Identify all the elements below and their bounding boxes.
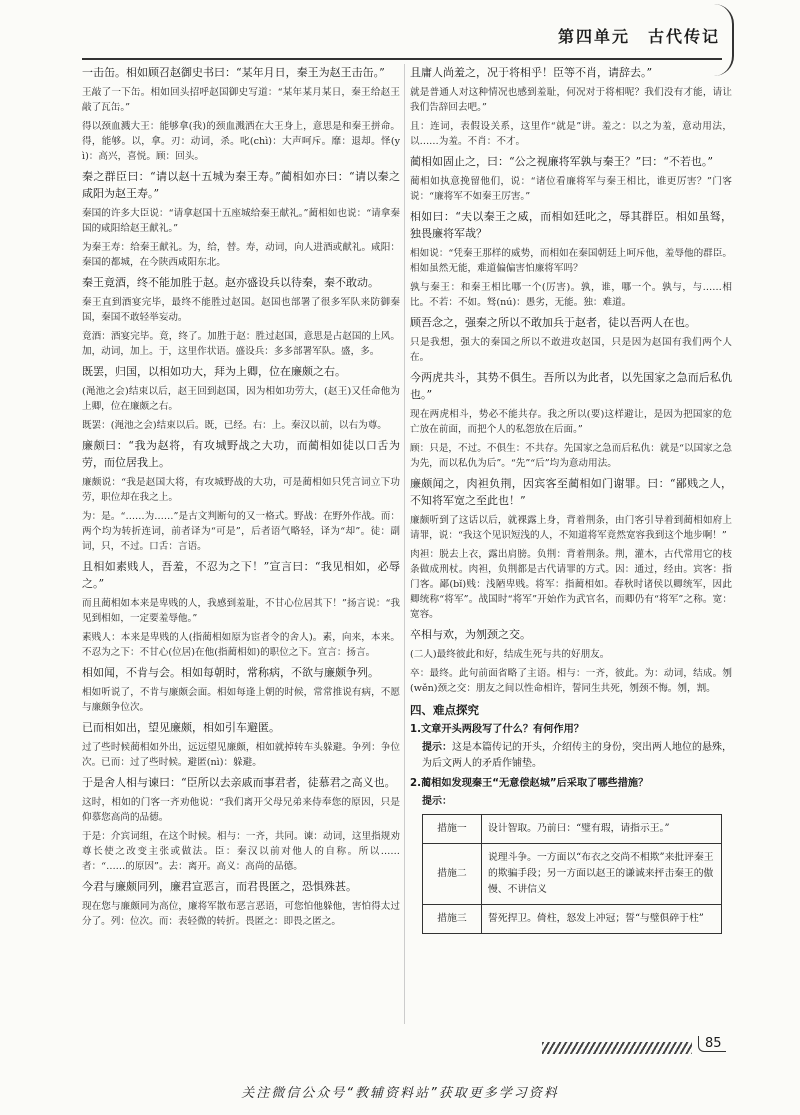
annotation-paragraph: 为秦王寿：给秦王献礼。为，给，替。寿，动词，向人进酒或献礼。咸阳：秦国的都城，在今陕西咸阳东北。 — [82, 242, 400, 268]
table-row — [423, 905, 722, 934]
annotation-paragraph: 蔺相如执意挽留他们，说：“诸位看廉将军与秦王相比，谁更厉害？”门客说：“廉将军不如秦王厉害。” — [410, 176, 732, 202]
annotation-paragraph: 于是：介宾词组，在这个时候。相与：一齐，共同。谏：动词，这里指规劝尊长使之改变主张或做法。臣：秦汉以前对他人的自称。所以……者：“……的原因”。去：离开。高义：高尚的品德。 — [82, 831, 400, 872]
source-text-paragraph: 且相如素贱人，吾羞，不忍为之下！”宣言曰：“我见相如，必辱之。” — [82, 560, 400, 590]
annotation-paragraph: 廉颇听到了这话以后，就裸露上身，背着荆条，由门客引导着到蔺相如府上请罪，说：“我这个见识短浅的人，不知道将军竟然宽容我到这个地步啊！” — [410, 515, 732, 541]
annotation-paragraph: 肉袒：脱去上衣，露出肩膀。负荆：背着荆条。荆，灌木，古代常用它的枝条做成刑杖。肉袒，负荆都是古代请罪的方式。因：通过，经由。宾客：指门客。鄙(bǐ)贱：浅陋卑贱。将军：指蔺相如。春秋时诸侯以卿统军，因此卿统称“将军”。战国时“将军”开始作为武官名，而卿仍有“将军”之称。宽：宽容。 — [410, 549, 732, 620]
annotation-paragraph: 且：连词，表假设关系，这里作“就是”讲。羞之：以之为羞，意动用法，以……为羞。不肖：不才。 — [410, 121, 732, 147]
question-1-answer — [422, 740, 732, 772]
measure-content: 说理斗争。一方面以“布衣之交尚不相欺”来批评秦王的欺骗手段；另一方面以赵王的谦诚来抨击秦王的傲慢、不讲信义 — [482, 844, 722, 905]
source-text-paragraph: 秦之群臣曰：“请以赵十五城为秦王寿。”蔺相如亦曰：“请以秦之咸阳为赵王寿。” — [82, 170, 400, 200]
annotation-paragraph: 王敲了一下缶。相如回头招呼赵国御史写道：“某年某月某日，秦王给赵王敲了瓦缶。” — [82, 87, 400, 113]
question-1-title: 1.文章开头两段写了什么？有何作用？ — [410, 724, 584, 735]
right-column — [410, 64, 732, 934]
annotation-paragraph: 而且蔺相如本来是卑贱的人，我感到羞耻，不甘心位居其下！”扬言说：“我见到相如，一定要羞辱他。” — [82, 598, 400, 624]
source-text-paragraph: 秦王竟酒，终不能加胜于赵。赵亦盛设兵以待秦，秦不敢动。 — [82, 276, 379, 289]
measure-label: 措施二 — [423, 844, 482, 905]
measure-content: 誓死捍卫。倚柱，怒发上冲冠；誓“与璧俱碎于柱” — [482, 905, 722, 934]
hint-label: 提示： — [422, 742, 452, 753]
annotation-paragraph: 只是我想，强大的秦国之所以不敢进攻赵国，只是因为赵国有我们两个人在。 — [410, 337, 732, 363]
footer-note: 关注微信公众号“教辅资料站”获取更多学习资料 — [241, 1086, 559, 1101]
table-row — [423, 844, 722, 905]
annotation-paragraph: 现在您与廉颇同为高位，廉将军散布恶言恶语，可您怕他躲他，害怕得太过分了。列：位次。而：表轻微的转折。畏匿之：即畏之匿之。 — [82, 901, 400, 927]
annotation-paragraph: 孰与秦王：和秦王相比哪一个(厉害)。孰，谁，哪一个。孰与，与……相比。不若：不如。驽(nú)：愚劣，无能。独：难道。 — [410, 282, 732, 308]
annotation-paragraph: 就是普通人对这种情况也感到羞耻，何况对于将相呢？我们没有才能，请让我们告辞回去吧。” — [410, 87, 732, 113]
source-text-paragraph: 既罢，归国，以相如功大，拜为上卿，位在廉颇之右。 — [82, 365, 346, 378]
annotation-paragraph: 现在两虎相斗，势必不能共存。我之所以(要)这样避让，是因为把国家的危亡放在前面，而把个人的私怨放在后面。” — [410, 409, 732, 435]
right-column-text — [410, 64, 732, 696]
annotation-paragraph: 秦国的许多大臣说：“请拿赵国十五座城给秦王献礼。”蔺相如也说：“请拿秦国的咸阳给赵王献礼。” — [82, 208, 400, 234]
annotation-paragraph: 得以颈血溅大王：能够拿(我)的颈血溅洒在大王身上，意思是和秦王拼命。得，能够。以，拿。刃：动词，杀。叱(chì)：大声呵斥。靡：退却。怿(yì)：高兴，喜悦。顾：回头。 — [82, 121, 400, 162]
annotation-paragraph: 秦王直到酒宴完毕，最终不能胜过赵国。赵国也部署了很多军队来防御秦国，秦国不敢轻举妄动。 — [82, 297, 400, 323]
unit-topic: 古代传记 — [647, 27, 720, 46]
page-number: 85 — [698, 1036, 726, 1052]
question-2-title: 2.蔺相如发现秦王“无意偿赵城”后采取了哪些措施？ — [410, 778, 649, 789]
annotation-paragraph: (渑池之会)结束以后，赵王回到赵国，因为相如功劳大，(赵王)又任命他为上卿，位在廉颇之右。 — [82, 386, 400, 412]
source-text-paragraph: 今君与廉颇同列，廉君宣恶言，而君畏匿之，恐惧殊甚。 — [82, 880, 357, 893]
source-text-paragraph: 于是舍人相与谏曰：“臣所以去亲戚而事君者，徒慕君之高义也。 — [82, 776, 396, 789]
measure-content: 设计智取。乃前曰：“璧有瑕，请指示王。” — [482, 815, 722, 844]
hint-label: 提示： — [422, 796, 452, 807]
source-text-paragraph: 今两虎共斗，其势不俱生。吾所以为此者，以先国家之急而后私仇也。” — [410, 371, 732, 401]
source-text-paragraph: 顾吾念之，强秦之所以不敢加兵于赵者，徒以吾两人在也。 — [410, 316, 696, 329]
annotation-paragraph: 素贱人：本来是卑贱的人(指蔺相如原为宦者令的舍人)。素，向来，本来。不忍为之下：不甘心(位居)在他(指蔺相如)的职位之下。宣言：扬言。 — [82, 632, 400, 658]
annotation-paragraph: 为：是。“……为……”是古文判断句的又一格式。野战：在野外作战。而：两个均为转折连词，前者译为“可是”，后者语气略轻，译为“却”。徒：副词，只，不过。口舌：言语。 — [82, 511, 400, 552]
annotation-paragraph: 廉颇说：“我是赵国大将，有攻城野战的大功，可是蔺相如只凭言词立下功劳，职位却在我之上。 — [82, 477, 400, 503]
annotation-paragraph: 这时，相如的门客一齐劝他说：“我们离开父母兄弟来侍奉您的原因，只是仰慕您高尚的品德。 — [82, 797, 400, 823]
unit-label: 第四单元 — [557, 27, 630, 46]
annotation-paragraph: (二人)最终彼此和好，结成生死与共的好朋友。 — [410, 649, 610, 660]
footer-hatch-bar — [542, 1042, 692, 1054]
source-text-paragraph: 廉颇曰：“我为赵将，有攻城野战之大功，而蔺相如徒以口舌为劳，而位居我上。 — [82, 439, 400, 469]
annotation-paragraph: 既罢：(渑池之会)结束以后。既，已经。右：上。秦汉以前，以右为尊。 — [82, 420, 387, 431]
unit-title — [558, 24, 720, 47]
annotation-paragraph: 顾：只是，不过。不俱生：不共存。先国家之急而后私仇：就是“以国家之急为先，而以私仇为后”。“先”“后”均为意动用法。 — [410, 443, 732, 469]
measure-label: 措施一 — [423, 815, 482, 844]
measures-table — [422, 814, 722, 934]
source-text-paragraph: 卒相与欢，为刎颈之交。 — [410, 628, 531, 641]
source-text-paragraph: 相如曰：“夫以秦王之威，而相如廷叱之，辱其群臣。相如虽驽，独畏廉将军哉？ — [410, 210, 732, 240]
source-text-paragraph: 且庸人尚羞之，况于将相乎！臣等不肖，请辞去。” — [410, 66, 653, 79]
column-divider — [404, 64, 405, 1024]
annotation-paragraph: 相如听说了，不肯与廉颇会面。相如每逢上朝的时候，常常推说有病，不愿与廉颇争位次。 — [82, 687, 400, 713]
question-1-answer-text: 这是本篇传记的开头，介绍传主的身份，突出两人地位的悬殊，为后文两人的矛盾作铺垫。 — [422, 742, 732, 769]
source-text-paragraph: 已而相如出，望见廉颇，相如引车避匿。 — [82, 721, 280, 734]
source-text-paragraph: 一击缶。相如顾召赵御史书曰：“某年月日，秦王为赵王击缶。” — [82, 66, 385, 79]
source-text-paragraph: 蔺相如固止之，曰：“公之视廉将军孰与秦王？”曰：“不若也。” — [410, 155, 713, 168]
difficulty-section-title: 四、难点探究 — [410, 703, 479, 717]
question-2-hint — [422, 794, 732, 810]
left-column — [82, 64, 400, 933]
header-rule — [82, 58, 722, 60]
annotation-paragraph: 过了些时候蔺相如外出，远远望见廉颇，相如就掉转车头躲避。争列：争位次。已而：过了些时候。避匿(nì)：躲避。 — [82, 742, 400, 768]
annotation-paragraph: 竟酒：酒宴完毕。竟，终了。加胜于赵：胜过赵国，意思是占赵国的上风。加，动词，加上。于，这里作状语。盛设兵：多多部署军队。盛，多。 — [82, 331, 400, 357]
table-row — [423, 815, 722, 844]
source-text-paragraph: 廉颇闻之，肉袒负荆，因宾客至蔺相如门谢罪。曰：“鄙贱之人，不知将军宽之至此也！” — [410, 477, 732, 507]
annotation-paragraph: 相如说：“凭秦王那样的威势，而相如在秦国朝廷上呵斥他，羞辱他的群臣。相如虽然无能，难道偏偏害怕廉将军吗？ — [410, 248, 732, 274]
source-text-paragraph: 相如闻，不肯与会。相如每朝时，常称病，不欲与廉颇争列。 — [82, 666, 379, 679]
annotation-paragraph: 卒：最终。此句前面省略了主语。相与：一齐，彼此。为：动词，结成。刎(wěn)颈之交：朋友之间以性命相许，誓同生共死，刎颈不悔。刎，割。 — [410, 668, 732, 694]
measure-label: 措施三 — [423, 905, 482, 934]
